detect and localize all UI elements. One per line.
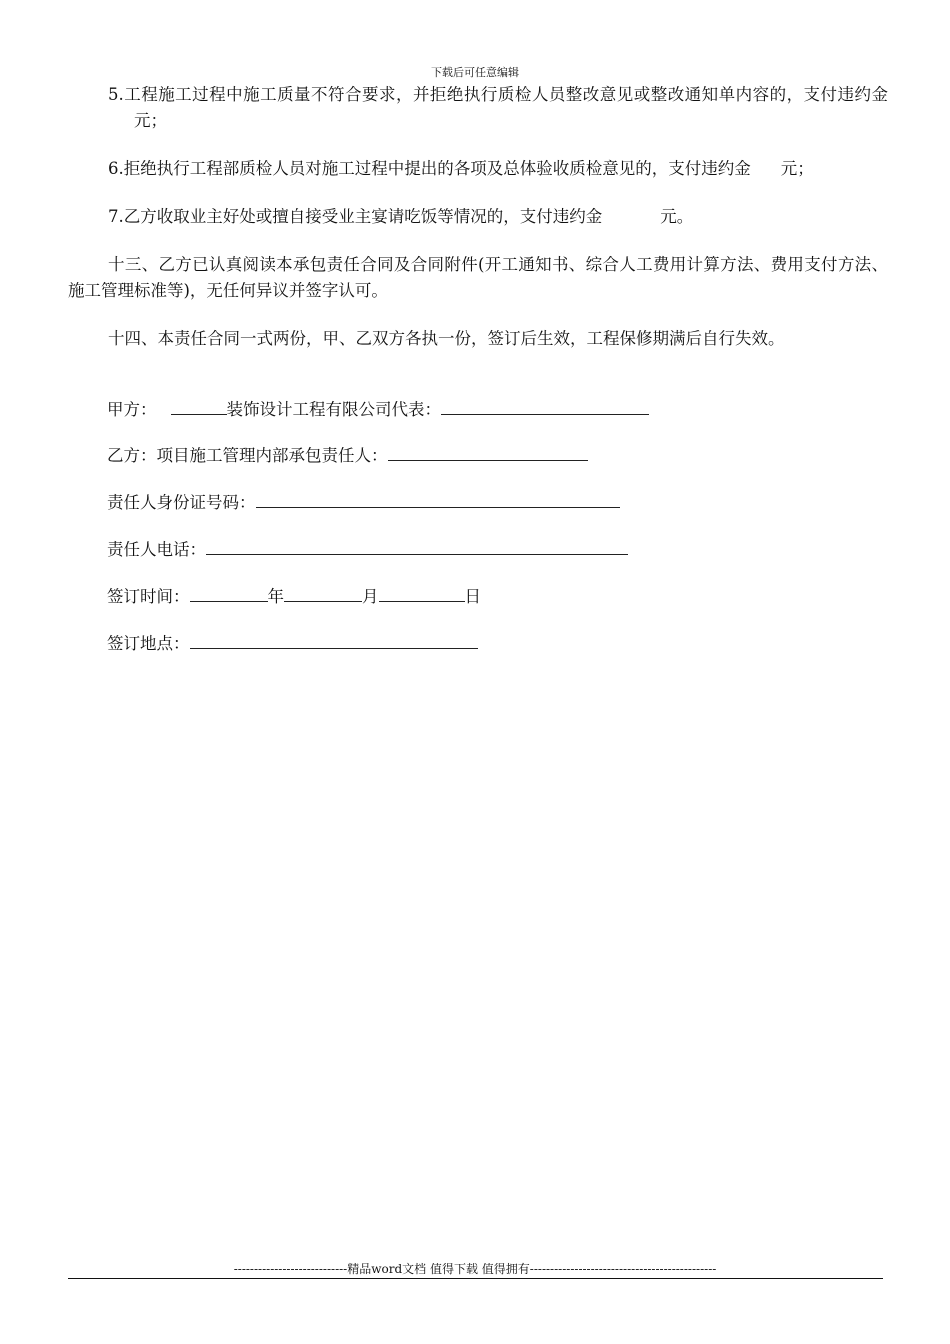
clause-6-text: 6.拒绝执行工程部质检人员对施工过程中提出的各项及总体验收质检意见的，支付违约金 (108, 159, 751, 178)
footer-text (0, 1262, 950, 1276)
party-a-company: 装饰设计工程有限公司代表： (226, 400, 441, 419)
party-b-responsible-blank[interactable] (388, 442, 588, 461)
clause-6-unit: 元； (780, 159, 814, 178)
sign-place-label: 签订地点： (107, 634, 190, 653)
party-b-label: 乙方：项目施工管理内部承包责任人： (107, 446, 388, 465)
clause-5-unit: 元； (134, 111, 167, 130)
sign-place-blank[interactable] (190, 630, 478, 649)
clause-14: 十四、本责任合同一式两份，甲、乙双方各执一份，签订后生效，工程保修期满后自行失效。 (108, 329, 785, 348)
clause-7-unit: 元。 (660, 207, 694, 226)
party-a-line (107, 396, 649, 422)
footer-divider (68, 1278, 883, 1279)
clause-5-text: 5.工程施工过程中施工质量不符合要求，并拒绝执行质检人员整改意见或整改通知单内容的，支付违约金 (108, 85, 888, 104)
id-number-line (107, 489, 620, 515)
party-a-representative-blank[interactable] (441, 396, 649, 415)
header-note: 下载后可任意编辑 (431, 66, 519, 79)
phone-line (107, 536, 628, 562)
footer-left-dashes: ---------------------------- (233, 1262, 348, 1276)
party-a-label: 甲方： (107, 400, 157, 419)
sign-date-line (107, 583, 481, 609)
year-blank[interactable] (190, 583, 268, 602)
party-a-name-blank[interactable] (171, 396, 227, 415)
clause-6 (68, 156, 888, 182)
id-number-blank[interactable] (256, 489, 620, 508)
id-number-label: 责任人身份证号码： (107, 493, 256, 512)
day-label: 日 (464, 587, 481, 606)
clause-13: 十三、乙方已认真阅读本承包责任合同及合同附件(开工通知书、综合人工费用计算方法、费用支付方法、施工管理标准等)，无任何异议并签字认可。 (68, 255, 888, 300)
footer-slogan: 精品word文档 值得下载 值得拥有 (347, 1262, 530, 1276)
contract-body (68, 82, 888, 374)
clause-7-text: 7.乙方收取业主好处或擅自接受业主宴请吃饭等情况的，支付违约金 (108, 207, 603, 226)
sign-place-line (107, 630, 478, 656)
footer-right-dashes: ---------------------------------------------- (529, 1262, 717, 1276)
phone-label: 责任人电话： (107, 540, 206, 559)
month-label: 月 (362, 587, 379, 606)
clause-5 (68, 82, 888, 134)
clause-7 (68, 204, 888, 230)
year-label: 年 (267, 587, 284, 606)
day-blank[interactable] (379, 583, 465, 602)
party-b-line (107, 442, 588, 468)
phone-blank[interactable] (206, 536, 628, 555)
sign-date-label: 签订时间： (107, 587, 190, 606)
month-blank[interactable] (284, 583, 362, 602)
